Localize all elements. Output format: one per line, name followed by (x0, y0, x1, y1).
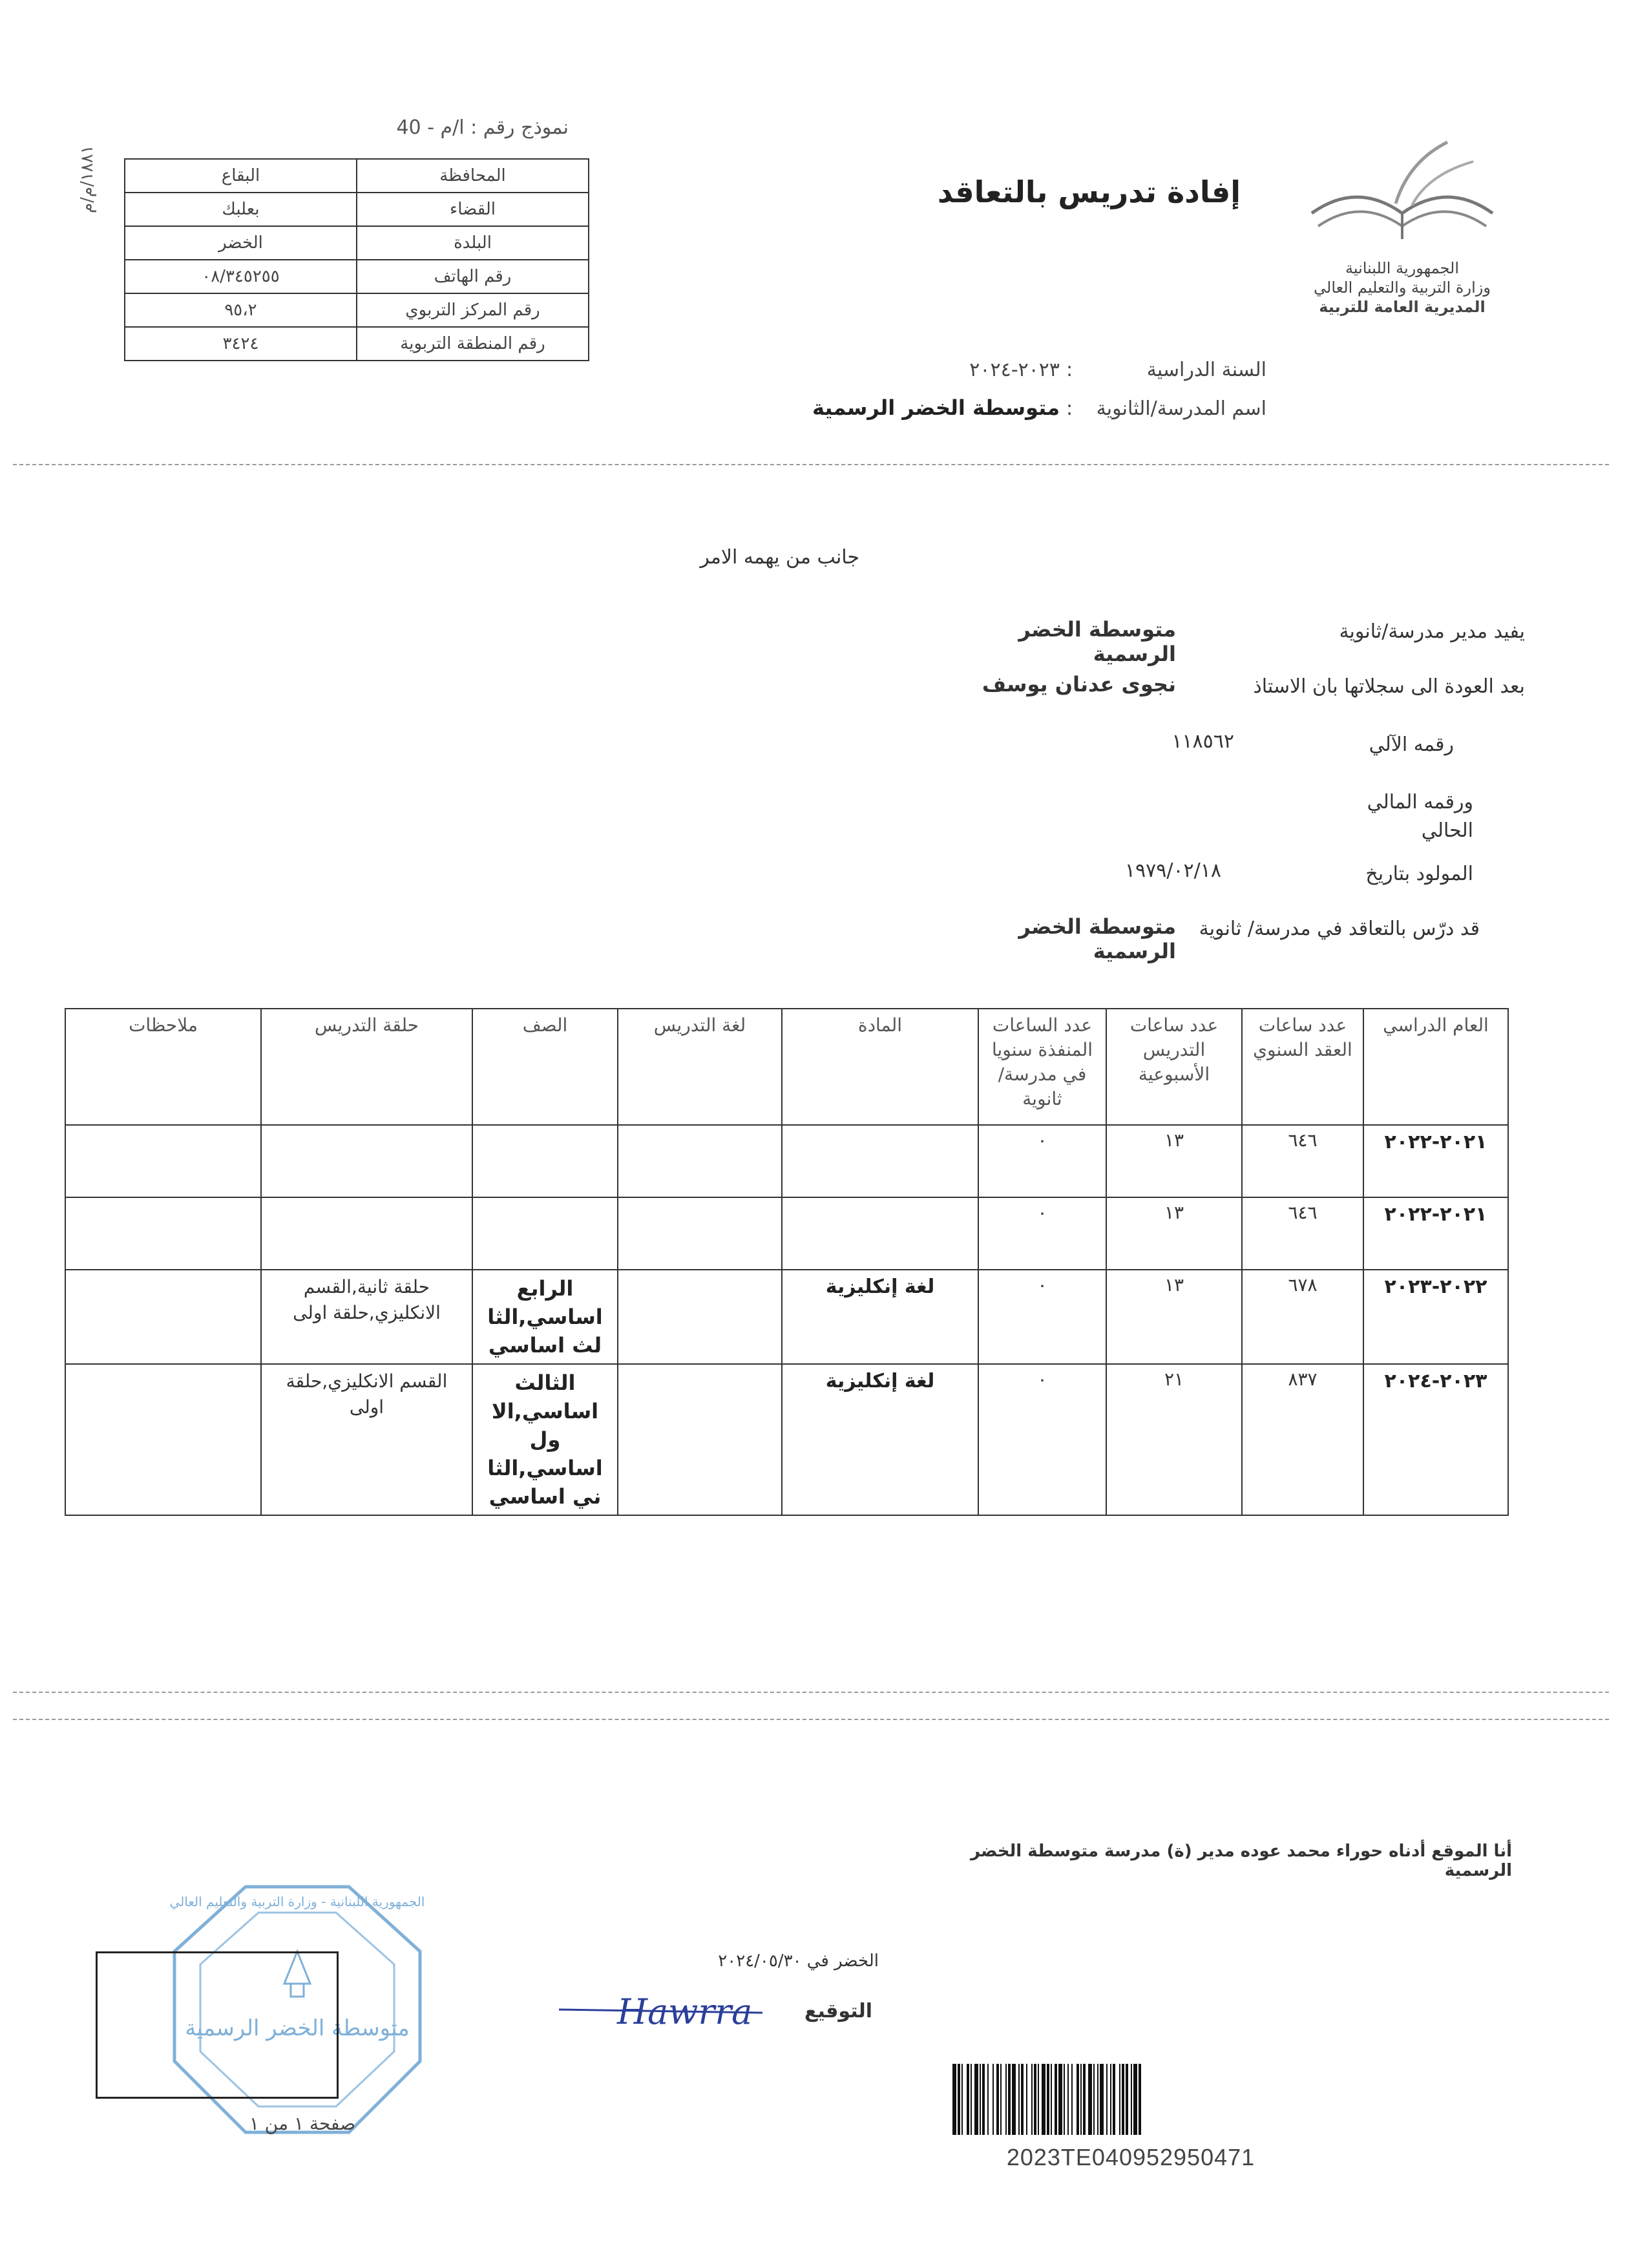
info-table (124, 158, 589, 361)
cell-notes (65, 1270, 261, 1364)
info-row (125, 327, 589, 361)
table-row (65, 1197, 1508, 1270)
birth-date-label: المولود بتاريخ (1365, 863, 1473, 885)
header-notes: ملاحظات (65, 1009, 261, 1125)
cell-language (618, 1197, 782, 1270)
barcode-number: 2023TE040952950471 (1006, 2144, 1255, 2170)
republic-heading (1279, 258, 1525, 317)
year-colon: : (1066, 359, 1073, 381)
year-value: ٢٠٢٣-٢٠٢٤ (969, 359, 1060, 381)
cell-notes (65, 1364, 261, 1515)
table-row (65, 1364, 1508, 1515)
signature-icon (556, 1984, 775, 2042)
teacher-name: نجوى عدنان يوسف (982, 672, 1176, 697)
taught-school: متوسطة الخضر الرسمية (1018, 914, 1176, 963)
cell-notes (65, 1125, 261, 1197)
cell-language (618, 1364, 782, 1515)
year-label: السنة الدراسية (1146, 359, 1266, 381)
directorate-name: المديرية العامة للتربية (1319, 298, 1486, 316)
cell-annual: ٨٣٧ (1242, 1364, 1363, 1515)
cell-language (618, 1270, 782, 1364)
school-colon: : (1066, 397, 1073, 420)
info-value: ٩٥،٢ (125, 293, 357, 327)
republic-name: الجمهورية اللبنانية (1345, 259, 1460, 277)
cell-language (618, 1125, 782, 1197)
cell-year: ٢٠٢١-٢٠٢٢ (1363, 1197, 1508, 1270)
cell-subject (782, 1197, 978, 1270)
form-number: نموذج رقم : ا/م - 40 (396, 116, 569, 139)
financial-number-label: ورقمه المالي الحالي (1367, 791, 1473, 842)
cell-weekly: ١٣ (1106, 1125, 1242, 1197)
info-label: رقم المنطقة التربوية (357, 327, 589, 361)
header-class: الصف (472, 1009, 618, 1125)
school-label: اسم المدرسة/الثانوية (1096, 397, 1266, 420)
cell-executed: ٠ (978, 1270, 1106, 1364)
signature-mark: Hawrra (617, 1991, 753, 2032)
side-note: ١٨٨١/م/م (78, 145, 97, 213)
page-number: صفحة ١ من ١ (249, 2113, 355, 2134)
cell-class (472, 1197, 618, 1270)
cell-executed: ٠ (978, 1197, 1106, 1270)
director-label: يفيد مدير مدرسة/ثانوية (1339, 620, 1525, 643)
stamp-text: متوسطة الخضر الرسمية (185, 2015, 410, 2041)
barcode-icon (950, 2061, 1312, 2139)
table-row (65, 1125, 1508, 1197)
info-row (125, 159, 589, 193)
header-executed-hours: عدد الساعات المنفذة سنويا في مدرسة/ثانوية (978, 1009, 1106, 1125)
cell-subject (782, 1125, 978, 1197)
divider-line (13, 464, 1609, 465)
cell-weekly: ٢١ (1106, 1364, 1242, 1515)
header-year: العام الدراسي (1363, 1009, 1508, 1125)
info-row (125, 193, 589, 226)
date-line: الخضر في ٢٠٢٤/٠٥/٣٠ (718, 1951, 879, 1971)
document-title: إفادة تدريس بالتعاقد (937, 174, 1241, 209)
info-label: رقم الهاتف (357, 260, 589, 293)
cell-executed: ٠ (978, 1125, 1106, 1197)
cell-weekly: ١٣ (1106, 1197, 1242, 1270)
cell-annual: ٦٤٦ (1242, 1197, 1363, 1270)
ministry-logo-icon (1299, 136, 1506, 258)
cell-class (472, 1125, 618, 1197)
signature-label: التوقيع (804, 2000, 872, 2022)
cell-annual: ٦٤٦ (1242, 1125, 1363, 1197)
cell-year: ٢٠٢٣-٢٠٢٤ (1363, 1364, 1508, 1515)
header-language: لغة التدريس (618, 1009, 782, 1125)
records-label: بعد العودة الى سجلاتها بان الاستاذ (1253, 675, 1525, 698)
cell-subject: لغة إنكليزية (782, 1270, 978, 1364)
info-label: البلدة (357, 226, 589, 260)
taught-label: قد درّس بالتعاقد في مدرسة/ ثانوية (1199, 918, 1480, 940)
cell-weekly: ١٣ (1106, 1270, 1242, 1364)
cell-cycle: حلقة ثانية,القسم الانكليزي,حلقة اولى (261, 1270, 472, 1364)
header-cycle: حلقة التدريس (261, 1009, 472, 1125)
header-subject: المادة (782, 1009, 978, 1125)
ministry-name: وزارة التربية والتعليم العالي (1314, 278, 1491, 297)
cell-notes (65, 1197, 261, 1270)
cell-class: الرابع اساسي,الثا لث اساسي (472, 1270, 618, 1364)
info-row (125, 293, 589, 327)
cell-cycle (261, 1197, 472, 1270)
cell-year: ٢٠٢٢-٢٠٢٣ (1363, 1270, 1508, 1364)
info-value: البقاع (125, 159, 357, 193)
director-school: متوسطة الخضر الرسمية (1018, 617, 1176, 666)
cell-class: الثالث اساسي,الا ول اساسي,الثا ني اساسي (472, 1364, 618, 1515)
info-label: المحافظة (357, 159, 589, 193)
header-weekly-hours: عدد ساعات التدريس الأسبوعية (1106, 1009, 1242, 1125)
stamp-outer-text: الجمهورية اللبنانية - وزارة التربية والتعليم العالي (169, 1894, 425, 1909)
cell-annual: ٦٧٨ (1242, 1270, 1363, 1364)
info-row (125, 260, 589, 293)
info-value: بعلبك (125, 193, 357, 226)
info-row (125, 226, 589, 260)
auto-number-label: رقمه الآلي (1369, 733, 1454, 756)
divider-line (13, 1692, 1609, 1693)
table-row (65, 1270, 1508, 1364)
cell-subject: لغة إنكليزية (782, 1364, 978, 1515)
cell-cycle (261, 1125, 472, 1197)
cell-year: ٢٠٢١-٢٠٢٢ (1363, 1125, 1508, 1197)
info-label: القضاء (357, 193, 589, 226)
info-label: رقم المركز التربوي (357, 293, 589, 327)
divider-line (13, 1719, 1609, 1720)
concern-line: جانب من يهمه الامر (700, 546, 859, 569)
teaching-table (65, 1008, 1509, 1516)
auto-number-value: ١١٨٥٦٢ (1171, 730, 1234, 753)
info-value: الخضر (125, 226, 357, 260)
cell-cycle: القسم الانكليزي,حلقة اولى (261, 1364, 472, 1515)
header-annual-hours: عدد ساعات العقد السنوي (1242, 1009, 1363, 1125)
empty-box (96, 1951, 339, 2099)
birth-date-value: ١٩٧٩/٠٢/١٨ (1124, 859, 1221, 882)
school-value: متوسطة الخضر الرسمية (812, 395, 1060, 420)
table-header-row (65, 1009, 1508, 1125)
info-value: ٣٤٢٤ (125, 327, 357, 361)
info-value: ٠٨/٣٤٥٢٥٥ (125, 260, 357, 293)
cell-executed: ٠ (978, 1364, 1106, 1515)
undersigned-statement: أنا الموقع أدناه حوراء محمد عوده مدير (ة) مدرسة متوسطة الخضر الرسمية (971, 1842, 1512, 1880)
